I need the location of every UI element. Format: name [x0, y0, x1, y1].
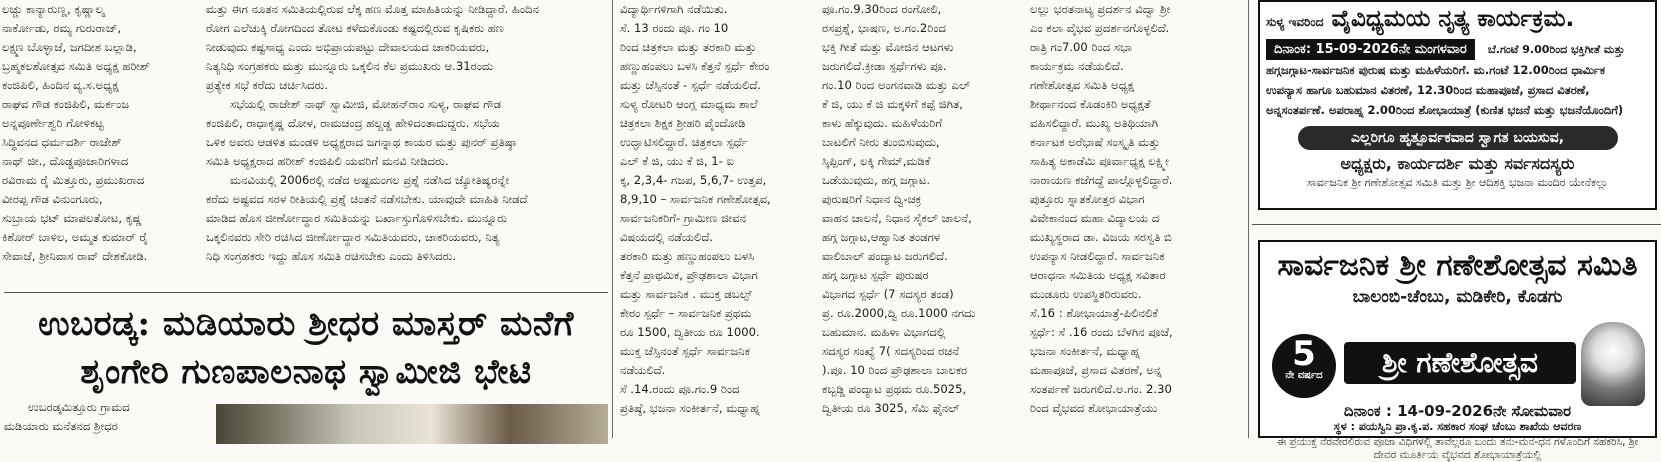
text-line: ಎಲ್ ಕೆ ಜಿ, ಯು ಕೆ ಜಿ, 1- ಐ [620, 154, 734, 168]
text-line: ರಾಘವ ಗೌಡ ಕಂಜಿಪಿಲಿ, ಮರ್ಕಂಜ [2, 97, 130, 111]
text-line: ಬಾಟಲಿಗೆ ನೀರು ತುಂಬಿಸುವುದು, [822, 135, 940, 149]
text-line: ಸಾಹಿತ್ಯ ಅಕಾಡೆಮಿ ಪೂರ್ವಾಧ್ಯಕ್ಷ ಲಕ್ಷ್ಮೀ [1030, 154, 1169, 168]
text-line: ವಿಷಯದಲ್ಲಿ ನಡೆಯಲಿದೆ. [620, 230, 714, 244]
ad1-date: ದಿನಾಂಕ: 15-09-2026ನೇ ಮಂಗಳವಾರ [1266, 39, 1475, 60]
text-line: ಸುಳ್ಯ ರೋಟರಿ ಆಂಗ್ಲ ಮಾಧ್ಯಮ ಶಾಲೆ [620, 97, 758, 111]
text-line: ಮಹಾಪೂಜೆ, ಪ್ರಸಾದ ವಿತರಣೆ, ಅನ್ನ [1030, 363, 1162, 377]
text-line: ರಸಪ್ರಶ್ನೆ, ಭಾಷಣ, ಅ.ಗಂ.2ರಿಂದ [822, 21, 947, 35]
text-line: ಗಂ.10 ರಿಂದ ಅಂಗನವಾಡಿ ಮತ್ತು ಎಲ್ [822, 78, 971, 92]
text-line: ರೂ 1500, ದ್ವಿತೀಯ ರೂ 1000. [620, 325, 760, 339]
text-line: ಪೂ.ಗಂ.9.30ರಿಂದ ರಂಗೋಲಿ, [822, 2, 942, 16]
headline-line-2: ಶೃಂಗೇರಿ ಗುಣಪಾಲನಾಥ ಸ್ವಾಮೀಜಿ ಭೇಟಿ [80, 352, 532, 392]
text-line: ಬ್ರಹ್ಮಕಲಶೋತ್ಸವ ಸಮಿತಿ ಅಧ್ಯಕ್ಷ ಹರೀಶ್ [2, 59, 151, 73]
text-line: 8,9,10 – ಸಾರ್ವಜನಿಕ ಗಣೇಶೋತ್ಸವ, [620, 192, 771, 206]
text-line: ಲಕ್ಷ್ಮಣ ಬೊಳ್ಳಾಜೆ, ಜಗದೀಶ ಬಲ್ಲಾಡಿ, [2, 40, 137, 54]
text-line: ವಾಹನ ಚಾಲನೆ, ನಿಧಾನ ಸೈಕಲ್ ಚಾಲನೆ, [822, 211, 972, 225]
text-line: ರಾತ್ರಿ ಗಂ7.00 ರಿಂದ ಸಭಾ [1030, 40, 1133, 54]
text-line: ಕ್ಕ, 2,3,4- ಗಜಪ, 5,6,7- ಉತ್ತಪ, [620, 173, 767, 187]
text-line: ನಾರಾಯಣ ಕಜೆಗದ್ದೆ ಪಾಲ್ಗೊಳ್ಳಲಿದ್ದಾರೆ. [1030, 173, 1173, 187]
text-line: ಉದ್ಘಾಟಿಸಲಿದ್ದಾರೆ. ಚಿತ್ರಕಲಾ ಸ್ಪರ್ಧೆ [620, 135, 748, 149]
text-line: ಒಳಿಕ ಅವರು ಆಡಳಿತ ಮಂಡಳಿ ಅಧ್ಯಕ್ಷರಾದ ಜಗನ್ನಾಥ ಕಾಯರ ಮತ್ತು ಪುನರ್ ಪ್ರತಿಷ್ಠಾ [206, 135, 517, 149]
text-line: ಸದಸ್ಯರ ಸಂಖ್ಯೆ 7( ಸದಸ್ಯರಿಂದ ರಚನೆ [822, 344, 960, 358]
text-line: ಹಣ್ಣುಹಂಪಲು ಬಳಸಿ ಕೆತ್ತನೆ ಸ್ಪರ್ಧೆ ಕೇರಂ [620, 59, 770, 73]
text-line: ಮನವಿಯಲ್ಲಿ 2006ರಲ್ಲಿ ನಡೆದ ಅಷ್ಟಮಂಗಲ ಪ್ರಶ್ನೆ ನಡೆಸಿದ ಜ್ಯೋತಿಷ್ಯರನ್ನೇ [230, 173, 510, 187]
text-line: ಸೆ .14.ರಂದು ಪೂ.ಗಂ.9 ರಿಂದ [620, 382, 740, 396]
text-line: ನಿತ್ಯನಿಧಿ ಸಂಗ್ರಹಕರು ಮತ್ತು ಮುನ್ನೂರು ಒಕ್ಕಲಿನ ಕೆಲ ಪ್ರಮುಖರು ಆ.31ರಂದು [206, 59, 494, 73]
ad2-title: ಸಾರ್ವಜನಿಕ ಶ್ರೀ ಗಣೇಶೋತ್ಸವ ಸಮಿತಿ [1277, 248, 1638, 283]
text-line: ಒಡೆಯುವುದು, ಹಗ್ಗ ಜಗ್ಗಾಟ. [822, 173, 931, 187]
ad1-welcome: ಎಲ್ಲರಿಗೂ ಹೃತ್ಪೂರ್ವಕವಾದ ಸ್ವಾಗತ ಬಯಸುವ, [1298, 126, 1618, 150]
text-line: ವಿಭಾಗದ ಸ್ಪರ್ಧೆ (7 ಸದಸ್ಯರ ತಂಡ) [822, 287, 954, 301]
text-line: ನಾಥ್ ಜೀ., ದೊಡ್ಡಪೂಜಾರಿಗಳಾದ [2, 154, 129, 168]
lead-line: ಉಬರಡ್ಕಮಿತ್ತೂರು ಗ್ರಾಮದ [28, 400, 130, 414]
article-headline [0, 300, 612, 396]
text-line: ಕಾಳು ಹೆಕ್ಕುವುದು. ಮಹಿಳೆಯರಿಗೆ [822, 116, 943, 130]
ad1-line-2: ಉಪನ್ಯಾಸ ಹಾಗೂ ಬಹುಮಾನ ವಿತರಣೆ, 12.30ರಿಂದ ಮಹಾಪೂಜೆ, ಪ್ರಸಾದ ವಿತರಣೆ, [1266, 83, 1590, 97]
text-line: ಸ್ಪರ್ಧೆ: ಸೆ .16 ರಂದು ಬೆಳಗಿನ ಪೂಜೆ, [1030, 325, 1173, 339]
text-line: ಕಂಜಿಪಿಲಿ, ಹಿಂದಿನ ವ್ಯ.ಸ.ಅಧ್ಯಕ್ಷ [2, 78, 119, 92]
text-line: ಲಚ್ಚು ಕಾನ್ಯಾರುಣ್ಣ, ಕೃಷ್ಣಾಲ್ಮ [2, 2, 105, 16]
column-4 [822, 0, 1027, 438]
text-line: ವಾಲಿಬಾಲ್ ಪಂದ್ಯಾಟ ಜರುಗಲಿದೆ. [822, 249, 948, 263]
text-line: ಪುತ್ತೂರು ಸ್ನಾತಕೋತ್ತರ ವಿಭಾಗ [1030, 192, 1145, 206]
text-line: ಶೀರ್ಥಾನಂದ ಕೊಡಂಕಿರಿ ಅಧ್ಯಕ್ಷತೆ [1030, 97, 1151, 111]
ad1-hosts: ಅಧ್ಯಕ್ಷರು, ಕಾರ್ಯದರ್ಶಿ ಮತ್ತು ಸರ್ವಸದಸ್ಯರು [1340, 154, 1575, 173]
ad1-line-1: ಹಗ್ಗಜಗ್ಗಾಟ-ಸಾರ್ವಜನಿಕ ಪುರುಷ ಮತ್ತು ಮಹಿಳೆಯರಿಗೆ. ಮ.ಗಂಟೆ 12.00ರಿಂದ ಧಾರ್ಮಿಕ [1266, 63, 1606, 77]
text-line: ಗಣೇಶೋತ್ಸವ ಸಮಿತಿ ಅಧ್ಯಕ್ಷ [1030, 78, 1135, 92]
text-line: ಕಂಜಿಪಿಲಿ, ರಾಧಾಕೃಷ್ಣ ದೋಳ, ರಾಮಚಂದ್ರ ಹಲ್ದಡ್ಡ ಹೇಳಿದಂತಾದುದ್ದರು. ಸಭೆಯ [206, 116, 500, 130]
ad2-subtitle: ಬಾಲಂಬಿ-ಚೆಂಬು, ಮಡಿಕೇರಿ, ಕೊಡಗು [1352, 287, 1563, 307]
text-line: ಕಿಶೋರ್ ಬಾಳಿಲ, ಅಮ್ಮತ ಕುಮಾರ್ ರೈ [2, 230, 148, 244]
festival-name: ಶ್ರೀ ಗಣೇಶೋತ್ಸವ [1344, 342, 1576, 384]
text-line: ಸಾರ್ವಜನಿಕರಿಗೆ- ಗ್ರಾಮೀಣ ಜೀವನ [620, 211, 747, 225]
text-line: ಸಮಿತಿ ಅಧ್ಯಕ್ಷರಾದ ಹರೀಶ್ ಕಂಜಿಪಿಲಿ ಯವರಿಗೆ ಮನವಿ ನೀಡಿದರು. [206, 154, 449, 168]
text-line: ಚಿತ್ರಕಲಾ ಶಿಕ್ಷಕ ಶ್ರೀಹರಿ ಪೈಂದೋಡಿ [620, 116, 746, 130]
ad-ganeshotsava-samiti [1258, 240, 1657, 461]
text-line: ಸಭೆಯಲ್ಲಿ ರಾಜೇಶ್ ನಾಥ್ ಸ್ವಾಮೀಜಿ, ಮೋಹನ್‌ರಾಂ ಸುಳ್ಯ, ರಾಘವ ಗೌಡ [230, 97, 502, 111]
text-line: ಸ್ಕಿಪ್ಪಿಂಗ್, ಲಕ್ಕಿ ಗೇಮ್,ಮಡಿಕೆ [822, 154, 931, 168]
ad1-line-3: ಅನ್ನಸಂತರ್ಪಣೆ. ಅಪರಾಹ್ನ 2.00ರಿಂದ ಶೋಭಾಯಾತ್ರೆ (ಕುಣಿತ ಭಜನೆ ಮತ್ತು ಭಜನೆಯೊಂದಿಗೆ) [1266, 103, 1624, 117]
text-line: ನಾರ್ಕೋಡು, ರಮ್ಯ ಗುರುರಾಜ್, [2, 21, 122, 35]
ad2-date: ದಿನಾಂಕ : 14-09-2026ನೇ ಸೋಮವಾರ [1343, 402, 1572, 420]
text-line: ಎಂ ಕಲಾ ವೈಭವ ಪ್ರದರ್ಶನಗೊಳ್ಳಲಿದೆ. [1030, 21, 1170, 35]
text-line: ಆರಾಧನಾ ಸಮಿತಿಯ ಅಧ್ಯಕ್ಷ ಸವಿತಾರ [1030, 268, 1166, 282]
ad2-place: ಸ್ಥಳ : ಪಯಸ್ವಿನಿ ಪ್ರಾ.ಕೃ.ಪ. ಸಹಕಾರ ಸಂಘ ಚೆಂಬು ಶಾಖೆಯ ಆವರಣ [1333, 420, 1582, 433]
badge-number: 5 [1292, 334, 1316, 374]
text-line: ವಹಿಸಲಿದ್ದಾರೆ. ಮುಖ್ಯ ಅತಿಥಿಯಾಗಿ [1030, 116, 1159, 130]
ad1-title-text: ವೈವಿಧ್ಯಮಯ ನೃತ್ಯ ಕಾರ್ಯಕ್ರಮ. [1331, 6, 1575, 32]
text-line: ವಿದ್ಯಾರ್ಥಿಗಳಿಗಾಗಿ ನಡೆಯಿತು. [620, 2, 728, 16]
text-line: ಸಿದ್ಧಿವನದ ಧರ್ಮದರ್ಶಿ ರಾಜೇಶ್ [2, 135, 122, 149]
text-line: ಒಕ್ಕಲಿನವರು ಸೇರಿ ರಚಿಸಿದ ಜೀರ್ಣೋದ್ಧಾರ ಸಮಿತಿಯವರು, ಚಾಕರಿಯವರು, ನಿತ್ಯ [206, 230, 500, 244]
text-line: ಕರ್ನಾಟಕ ಅರೆಭಾಷೆ ಸಂಸ್ಕೃತಿ ಮತ್ತು [1030, 135, 1160, 149]
ad-ganeshotsava-program [1258, 0, 1657, 210]
text-line: ಲಲ್ಲು ಭರತನಾಟ್ಯ ಪ್ರದರ್ಶನ ವಿದ್ವಾ ಶ್ರೀ [1030, 2, 1171, 16]
text-line: ಭಕ್ತಿ ಗೀತೆ ಮತ್ತು ಮೋಜಿನ ಆಟಗಳು [822, 40, 954, 54]
text-line: ಮುಕ್ತ ಚೆಸ್ಸಿನಂತೆ ಸ್ಪರ್ಧೆ ಸಾರ್ವಜನಿಕ [620, 344, 750, 358]
lead-line: ಮಡಿಯಾರು ಮನೆತನದ ಶ್ರೀಧರ [4, 419, 118, 433]
text-line: ಮಾಡಿದ ಹೊಸ ಜೀರ್ಣೋದ್ಧಾರ ಸಮಿತಿಯನ್ನು ಬರ್ಖಾಸ್ತುಗೊಳಿಸಬೇಕು. ಮುನ್ನೂರು [206, 211, 507, 225]
ad2-footer: ಈ ಪ್ರಯುಕ್ತ ನೆರವೇರಲಿರುವ ಪೂಜಾ ವಿಧಿಗಳಲ್ಲಿ ತಾವೆಲ್ಲರೂ ಬಂದು ತನು-ಮನ-ಧನ ಗಳೊಂದಿಗೆ ಸಹಕರಿಸಿ, ಶ್ರೀ ದೇವರ ಮೂರ್ತಿಯ ವೈಭವದ ಶೋಭಾಯಾತ್ರೆಯಲ್ಲಿ [1276, 436, 1639, 461]
text-line: ಕೆ ಜಿ, ಯು ಕೆ ಜಿ ಮಕ್ಕಳಿಗೆ ಕಪ್ಪೆ ಜಿಗಿತ, [822, 97, 963, 111]
text-line: ಪ್ರತ್ಯೇಕ ಸಭೆ ಕರೆದು ಚರ್ಚಿಸಿದರು. [206, 78, 329, 92]
column-2 [206, 0, 610, 290]
text-line: ರೋಗ ಎಲೆಚುಕ್ಕಿ ರೋಗದಿಂದ ತೋಟ ಕಳೆದುಕೊಂಡು ಕಷ್ಟದಲ್ಲಿರುವ ಕೃಷಿಕರು ಹಣ [206, 21, 504, 35]
text-line: ಸೆ.16 : ಶೋಭಾಯಾತ್ರೆ-ಪಿಲಿನಲಿಕೆ [1030, 306, 1159, 320]
text-line: ದ್ವಿತೀಯ ರೂ 3025, ಸೆಮಿ ಫೈನಲ್ [822, 401, 960, 415]
text-line: ಪುರುಷರಿಗೆ ನಿಧಾನ ದ್ವಿ-ಚಕ್ರ [822, 192, 922, 206]
column-5 [1030, 0, 1238, 438]
text-line: ಕಬ್ಬಡ್ಡಿ ಪಂದ್ಯಾಟ ಪ್ರಥಮ ರೂ.5025, [822, 382, 967, 396]
text-line: ನಿಧಿ ಸಂಗ್ರಹಕರು ಇದ್ದು ಹೊಸ ಸಮಿತಿ ರಚಿಸಬೇಕು ಎಂದು ತಿಳಿಸಿದರು. [206, 249, 457, 263]
text-line: ಮತ್ತು ಈಗ ನೂತನ ಸಮಿತಿಯಲ್ಲಿರುವ ಲೆಕ್ಕ ಹಣ ಮೊತ್ತ ಮಾಹಿತಿಯನ್ನು ನೀಡಿದ್ದಾರೆ. ಹಿಂದಿನ [206, 2, 539, 16]
column-1 [2, 0, 198, 290]
text-line: ನೀಡುವುದು ಕಷ್ಟಸಾಧ್ಯ ಎಂದು ಅಭಿಪ್ರಾಯಪಟ್ಟು ದೇವಾಲಯದ ಚಾಕರಿಯವರು, [206, 40, 490, 54]
text-line: ಮತ್ತು ಸಾರ್ವಜನಿಕ . ಮುಕ್ತ ಡಬಲ್ಸ್ [620, 287, 752, 301]
text-line: ತರಕಾರಿ ಮತ್ತು ಹಣ್ಣುಹಂಪಲು ಬಳಸಿ [620, 249, 755, 263]
text-line: ಸೇವಾಜೆ, ಶ್ರೀನಿವಾಸ ರಾವ್ ದೇಶಕೋಡಿ. [2, 249, 148, 263]
text-line: ಪ್ರತಿಷ್ಠೆ, ಭಜನಾ ಸಂಕೀರ್ತನೆ, ಮಧ್ಯಾಹ್ನ [620, 401, 761, 415]
text-line: ರಿಂದ ವೈಭವದ ಶೋಭಾಯಾತ್ರೆಯು [1030, 401, 1158, 415]
text-line: ಸುಬ್ರಾಯ ಭಟ್ ಮಾಪಲತೋಟ, ಕೃಷ್ಣ [2, 211, 142, 225]
text-line: ರಿಂದ ಚಿತ್ರಕಲಾ ಮತ್ತು ತರಕಾರಿ ಮತ್ತು [620, 40, 757, 54]
text-line: ಸಂತರ್ಪಣೆ ಜರುಗಲಿದೆ.ಅ.ಗಂ. 2.30 [1030, 382, 1172, 396]
article-lead [4, 398, 196, 436]
text-line: ಕರೆದು ಅಷ್ಟವದ ಸರಳ ರೀತಿಯಲ್ಲಿ ಪ್ರಶ್ನೆ ಚಿಂತನೆ ನಡೆಸಬೇಕು. ಯಾವುದೇ ಮಾಹಿತಿ ನೀಡದೆ [206, 192, 528, 206]
text-line: ಉಪನ್ಯಾಸ ನೀಡಲಿದ್ದಾರೆ. ಸಾರ್ವಜನಿಕ [1030, 249, 1165, 263]
text-line: ಹಗ್ಗ ಜಗ್ಗಾಟ,ಆಹ್ವಾನಿತ ತಂಡಗಳ [822, 230, 941, 244]
text-line: ಬಹುಮಾನ. ಮಹಿಳಾ ವಿಭಾಗದಲ್ಲಿ [822, 325, 946, 339]
text-line: ಕೆತ್ತನೆ ಪ್ರಾಥಮಿಕ, ಪ್ರೌಢಶಾಲಾ ವಿಭಾಗ [620, 268, 758, 282]
article-photo [216, 404, 608, 444]
text-line: ವಿವೇಕಾನಂದ ಮಹಾ ವಿದ್ಯಾಲಯ ದ [1030, 211, 1160, 225]
text-line: ಮುಖ್ಯಸ್ಥರಾದ ಡಾ. ವಿಜಯ ಸರಸ್ವತಿ ಬಿ [1030, 230, 1172, 244]
text-line: ರವಿರಾಮ ರೈ ಮಿತ್ತೂರು, ಪ್ರಮುಖರಾದ [2, 173, 145, 187]
text-line: ಜರುಗಲಿದೆ.ಕ್ರೀಡಾ ಸ್ಪರ್ಧೆಗಳು ಪೂ. [822, 59, 947, 73]
text-line: ಅನ್ನಪೂರ್ಣೇಶ್ವರಿ ಗೋಳಿಕಟ್ಟ [2, 116, 104, 130]
text-line: ಭಜನಾ ಸಂಕೀರ್ತನೆ, ಮಧ್ಯಾಹ್ನ [1030, 344, 1141, 358]
text-line: ನಡೆಯಲಿದೆ. [620, 363, 666, 377]
year-badge [1272, 334, 1336, 398]
headline-line-1: ಉಬರಡ್ಕ: ಮಡಿಯಾರು ಶ್ರೀಧರ ಮಾಸ್ತರ್ ಮನೆಗೆ [38, 304, 574, 344]
ad1-title [1266, 4, 1649, 37]
text-line: ).ಪೂ. 10 ರಿಂದ ಪ್ರೌಢಶಾಲಾ ಬಾಲಕರ [822, 363, 968, 377]
text-line: ಮುಡೂರು ಉಪಸ್ಥಿತರಿರುವರು. [1030, 287, 1142, 301]
text-line: ಸೆ. 13 ರಂದು ಪೂ. ಗಂ 10 [620, 21, 729, 35]
text-line: ಮತ್ತು ಚೆಸ್ಸಿನಂತೆ - ಸ್ಪರ್ಧೆ ನಡೆಯಲಿದೆ. [620, 78, 761, 92]
badge-label: ನೇ ವರ್ಷದ [1285, 370, 1323, 381]
text-line: ವೀರಪ್ಪ ಗೌಡ ವಿನುಂಗೂರು, [2, 192, 103, 206]
ad1-org: ಸಾರ್ವಜನಿಕ ಶ್ರೀ ಗಣೇಶೋತ್ಸವ ಸಮಿತಿ ಮತ್ತು ಶ್ರೀ ಆದಿಶಕ್ತಿ ಭಜನಾ ಮಂದಿರ ಯೇನೆಕಲ್ಲು [1307, 176, 1608, 189]
ganesha-idol-icon [1581, 322, 1645, 406]
text-line: ಹಗ್ಗ ಜಗ್ಗಾಟ ಸ್ಪರ್ಧೆ ಪುರುಷರ [822, 268, 929, 282]
ad1-title-small: ಸುಳ್ಯ ಇವರಿಂದ [1266, 15, 1324, 29]
ad1-date-extra: ಬೆ.ಗಂಟೆ 9.00ರಿಂದ ಭಕ್ತಿಗೀತೆ ಮತ್ತು [1487, 43, 1625, 56]
column-3 [620, 0, 818, 438]
text-line: ಕಾರ್ಯಕ್ರಮ ನಡೆಯಲಿದೆ. [1030, 59, 1124, 73]
text-line: ಕೇರಂ ಸ್ಪರ್ಧೆ – ಸಾರ್ವಜನಿಕ ಪ್ರಥಮ [620, 306, 752, 320]
text-line: ಪ್ರ. ರೂ.2000,ದ್ವಿ ರೂ.1000 ನಗದು [822, 306, 976, 320]
